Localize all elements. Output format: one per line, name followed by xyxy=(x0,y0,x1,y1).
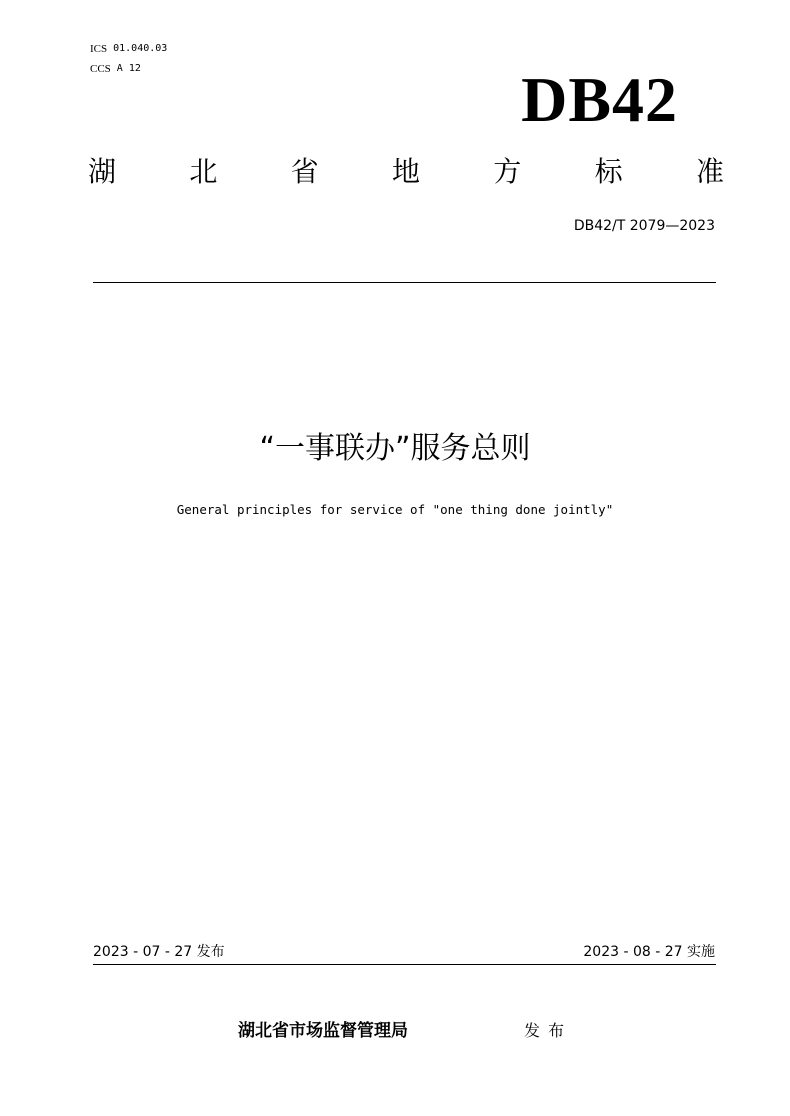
publisher-name: 湖北省市场监督管理局 xyxy=(238,1021,408,1041)
standard-name-char: 准 xyxy=(695,155,724,188)
standard-number: DB42/T 2079—2023 xyxy=(573,218,715,234)
ics-label: ICS xyxy=(90,43,108,55)
implementation-date: 2023 - 08 - 27 实施 xyxy=(583,944,715,960)
classification-codes xyxy=(90,39,167,79)
standard-name-char: 标 xyxy=(594,155,623,188)
standard-name-char: 北 xyxy=(189,155,218,188)
document-title-english: General principles for service of "one thing done jointly" xyxy=(176,502,614,517)
standard-mark: DB42 xyxy=(521,64,678,135)
ccs-label: CCS xyxy=(90,63,111,75)
standard-name-char: 省 xyxy=(290,155,319,188)
standard-name-char: 地 xyxy=(391,155,420,188)
ics-code: 01.040.03 xyxy=(113,43,168,54)
publish-label: 发布 xyxy=(524,1021,573,1040)
ccs-code: A 12 xyxy=(116,63,141,74)
standard-name-char: 方 xyxy=(493,155,522,188)
top-divider xyxy=(93,282,716,283)
ccs-row xyxy=(90,59,167,79)
standard-name-char: 湖 xyxy=(88,155,117,188)
document-title-chinese: “一事联办”服务总则 xyxy=(259,431,531,466)
issue-date: 2023 - 07 - 27 发布 xyxy=(93,944,225,960)
ics-row xyxy=(90,39,167,59)
bottom-divider xyxy=(93,964,716,965)
standard-type-name xyxy=(88,148,724,196)
